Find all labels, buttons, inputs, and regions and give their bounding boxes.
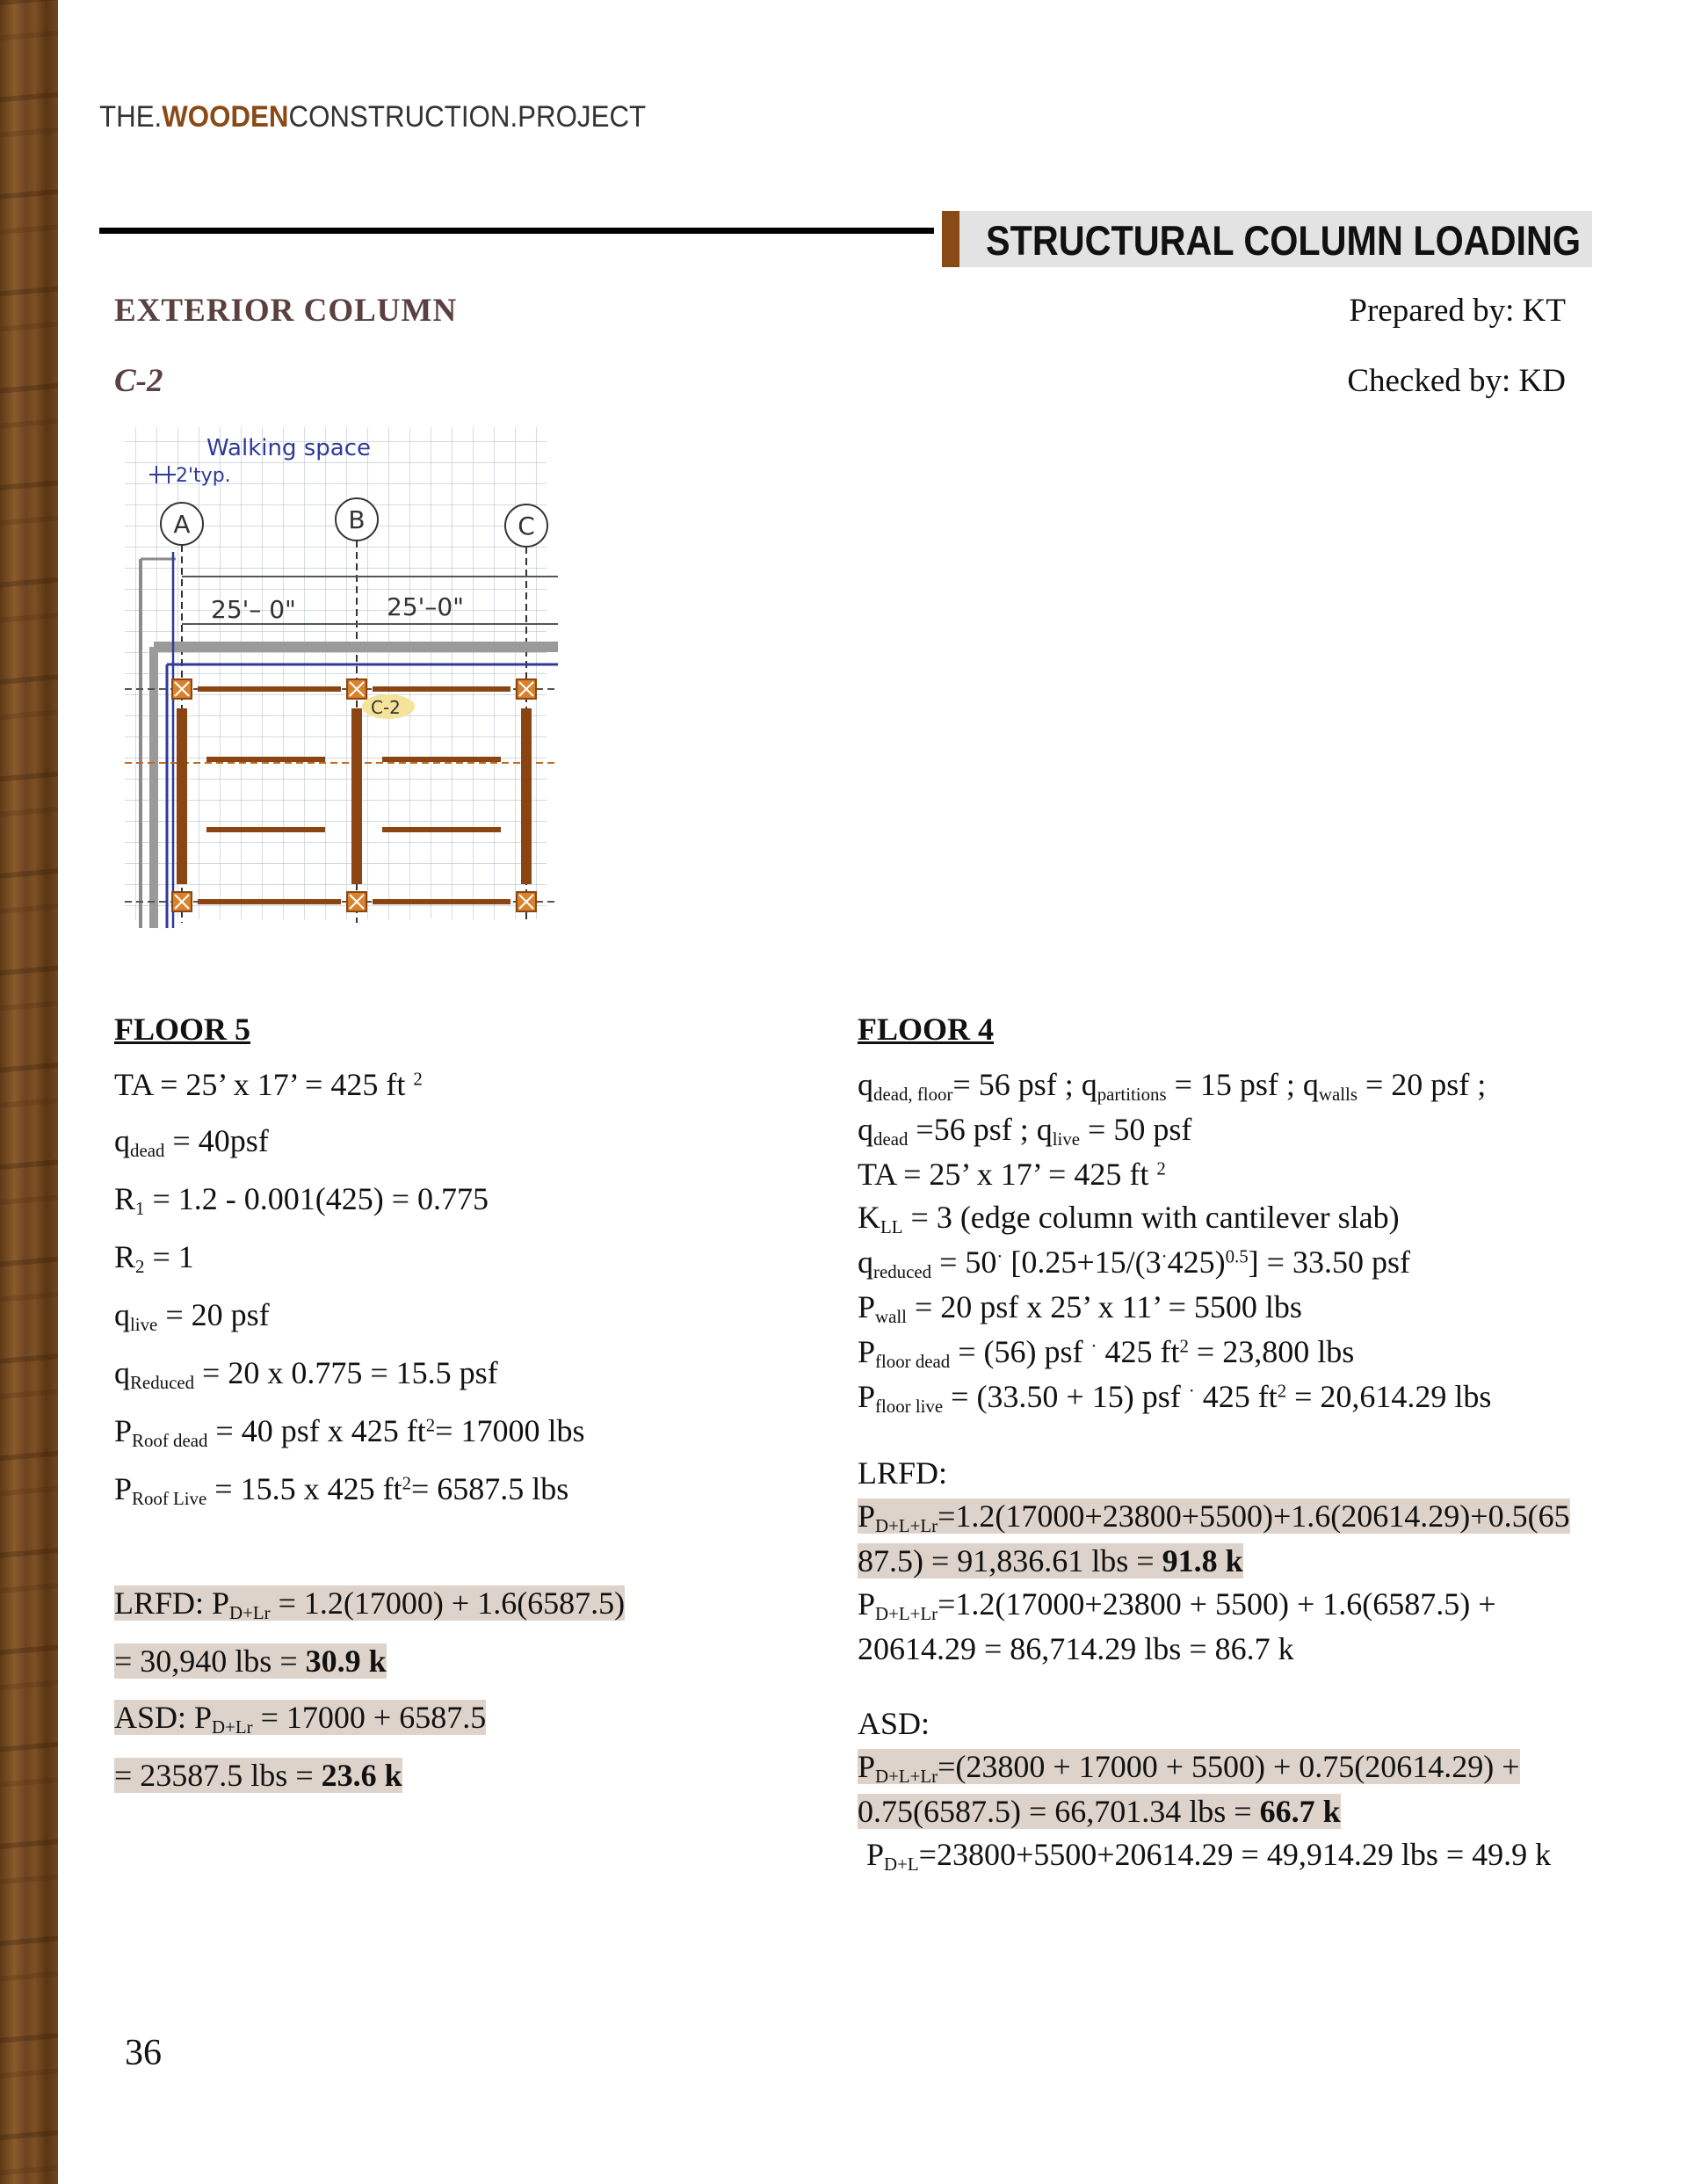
floor5-heading: FLOOR 5 — [114, 1012, 251, 1047]
floor4-asd-1: $P_{D+L+Lr}=(23800 + 17000 + 5500) + 0.75(20614.29)$ + — [858, 1749, 1520, 1787]
prepared-by: Prepared by: KT — [1349, 293, 1566, 329]
floor4-pfloor-live: $P_{floor live} = (33.50 + 15)$ psf · 425 $ft^2 = 20,614.29$ lbs — [858, 1378, 1492, 1417]
floor5-r1: $R_1 = 1.2 - 0.001(425) = 0.775$ — [114, 1181, 489, 1220]
floor-plan-sketch — [114, 420, 558, 930]
floor5-ta: TA = 25’ x 17’ = 425 ft $^2$ — [114, 1067, 423, 1103]
floor4-lrfd-1-result: 87.5) = 91,836.61 lbs = 91.8 k — [858, 1542, 1243, 1578]
floor4-asd-2: $P_{D+L}=23800+5500+20614.29 = 49,914.29$ lbs = 49.9 k — [866, 1837, 1552, 1876]
grid-label-b: B — [348, 505, 366, 534]
walking-space-label: Walking space — [206, 435, 372, 461]
grid-label-c: C — [518, 512, 535, 541]
brand-logo: THE.WOODENCONSTRUCTION.PROJECT — [99, 100, 647, 134]
walking-space-dim: 2'typ. — [176, 465, 231, 487]
column-type: EXTERIOR COLUMN — [114, 293, 458, 329]
span-dimension-2: 25'–0" — [387, 592, 465, 621]
floor5-qreduced: $q_{Reduced} = 20$ x 0.775 = 15.5 psf — [114, 1354, 498, 1393]
floor5-qdead: $q_{dead} = 40psf$ — [114, 1123, 269, 1162]
floor4-lrfd-1: $P_{D+L+Lr}=1.2(17000+23800+5500)+1.6(20614.29)+0.5(65$ — [858, 1498, 1570, 1536]
floor4-asd-label: ASD: — [858, 1705, 930, 1741]
column-tag: C-2 — [371, 697, 401, 718]
floor4-section — [858, 1011, 1613, 1876]
floor4-loads-1: $q_{dead, floor}= 56$ psf ; $q_{partitions} = 15$ psf ; $q_{walls} = 20$ psf ; — [858, 1067, 1487, 1106]
floor5-r2: $R_2 = 1$ — [114, 1239, 194, 1277]
floor4-lrfd-label: LRFD: — [858, 1455, 948, 1491]
floor4-loads-2: $q_{dead} =56$ psf ; $q_{live} = 50$ psf — [858, 1112, 1192, 1150]
floor5-proof-live: $P_{Roof Live} = 15.5$ x 425 $ft^2= 6587.5$ lbs — [114, 1470, 569, 1509]
floor5-qlive: $q_{live} = 20$ psf — [114, 1297, 270, 1335]
floor4-kll: $K_{LL} = 3$ (edge column with cantilever slab) — [858, 1200, 1400, 1237]
span-dimension-1: 25'– 0" — [211, 595, 296, 624]
floor5-asd-result: = 23587.5 lbs = 23.6 k — [114, 1757, 402, 1793]
floor5-asd: ASD: $P_{D+Lr} = 17000 + 6587.5$ — [114, 1699, 487, 1738]
floor5-lrfd-result: = 30,940 lbs = 30.9 k — [114, 1643, 387, 1679]
floor5-proof-dead: $P_{Roof dead} = 40$ psf x 425 $ft^2= 17000$ lbs — [114, 1412, 585, 1451]
floor4-ta: TA = 25’ x 17’ = 425 ft $^2$ — [858, 1156, 1166, 1192]
column-id: C-2 — [114, 363, 163, 399]
page-number: 36 — [125, 2033, 162, 2073]
floor4-qreduced: $q_{reduced} = 50^\cdot$ $[0.25+15/(3^\cdot 425)^{0.5}] = 33.50$ psf — [858, 1244, 1410, 1282]
floor4-lrfd-2: $P_{D+L+Lr}=1.2(17000+23800 + 5500) + 1.6(6587.5)$ + — [858, 1585, 1496, 1624]
floor4-heading: FLOOR 4 — [858, 1012, 995, 1047]
wood-sidebar — [0, 0, 58, 2184]
floor4-asd-1-result: 0.75(6587.5) = 66,701.34 lbs = 66.7 k — [858, 1794, 1341, 1830]
header-rule — [99, 228, 934, 234]
floor4-lrfd-2-result: 20614.29 = 86,714.29 lbs = 86.7 k — [858, 1630, 1294, 1666]
floor5-section — [114, 1011, 747, 1795]
grid-label-a: A — [173, 510, 191, 539]
checked-by: Checked by: KD — [1347, 363, 1566, 399]
floor4-pwall: $P_{wall} = 20$ psf x 25’ x 11’ = 5500 lbs — [858, 1288, 1302, 1327]
floor5-lrfd: LRFD: $P_{D+Lr} = 1.2(17000) + 1.6(6587.5)$ — [114, 1585, 626, 1623]
section-title: STRUCTURAL COLUMN LOADING — [986, 217, 1582, 264]
floor4-pfloor-dead: $P_{floor dead} = (56)$ psf · 425 $ft^2 = 23,800$ lbs — [858, 1333, 1355, 1372]
